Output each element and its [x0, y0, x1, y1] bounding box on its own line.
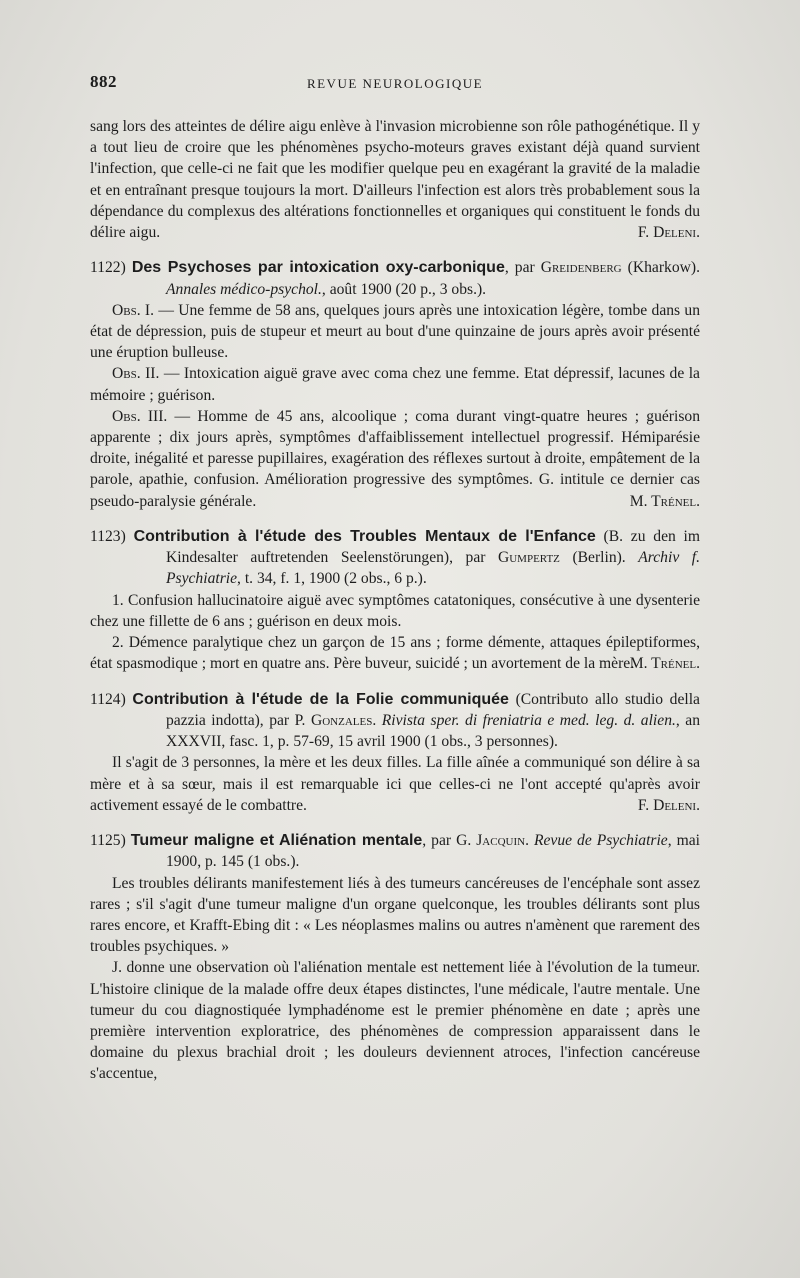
observation-text: — Homme de 45 ans, alcoolique ; coma durant vingt-quatre heures ; guérison apparente ; dix jours après, symptômes d'affaiblissement intellectuel progressif. Hémiparésie droite, inégalité et paresse pupillaires, exagération des réflexes surtout à droite, empâtement de la parole, apathie, confusion. Amélioration progressive des symptômes. G. intitule ce dernier cas pseudo-paralysie générale. [90, 407, 700, 510]
entry-author: Jacquin. [476, 832, 529, 850]
entry-paragraph: 2. Démence paralytique chez un garçon de 15 ans ; forme démente, attaques épileptiformes, état spasmodique ; mort en quatre ans. Père buveur, suicidé ; un avortement de la mère. [90, 634, 700, 673]
observation-label: Obs. II. [112, 365, 160, 383]
entry-title: Tumeur maligne et Aliénation mentale [130, 832, 423, 850]
journal-title: REVUE NEUROLOGIQUE [306, 76, 484, 91]
entry-paragraph: 1. Confusion hallucinatoire aiguë avec symptômes catatoniques, consécutive à une dysenterie chez une fillette de 6 ans ; guérison en deux mois. [90, 591, 700, 630]
reviewer-signature: F. Deleni. [637, 224, 700, 242]
abstract-entry-1123 [90, 526, 700, 675]
entry-paragraph: Il s'agit de 3 personnes, la mère et les deux filles. La fille aînée a communiqué son délire à sa mère et à sa sœur, mais il est remarquable ici que celles-ci ne l'ont accepté qu'après avoir activement essayé de le combattre. [90, 754, 700, 814]
observation-text: — Une femme de 58 ans, quelques jours après une intoxication légère, tombe dans un état de dépression, puis de stupeur et meurt au bout d'une quinzaine de jours après avoir présenté une éruption bulleuse. [90, 301, 700, 362]
entry-paragraph [90, 363, 700, 405]
intro-paragraph: sang lors des atteintes de délire aigu enlève à l'invasion microbienne son rôle pathogénétique. Il y a tout lieu de croire que les phénomènes psycho-moteurs graves existant déjà quand survient l'infection, que celle-ci ne fait que les modifier quelque peu en exagérant la gravité de la maladie et en entraînant presque toujours la mort. D'ailleurs l'infection est alors très probablement sous la dépendance du complexus des altérations fonctionnelles et organiques qui constituent le fonds du délire aigu. [90, 118, 700, 242]
observation-text: — Intoxication aiguë grave avec coma chez une femme. Etat dépressif, lacunes de la mémoire ; guérison. [90, 365, 700, 404]
entry-author: Greidenberg [540, 259, 622, 277]
entry-paragraph [90, 300, 700, 364]
page-text [90, 116, 700, 1085]
entry-affiliation: (Kharkow). [627, 259, 700, 277]
entry-citation: , t. 34, f. 1, 1900 (2 obs., 6 p.). [237, 570, 427, 588]
reviewer-signature: M. Trénel. [629, 655, 700, 673]
entry-journal: Annales médico-psychol. [166, 280, 322, 298]
entry-by: , par [504, 259, 535, 277]
entry-subtitle: (Contributo allo studio della pazzia indotta), par P. [166, 690, 700, 729]
abstract-entry-1125 [90, 830, 700, 1084]
entry-heading [90, 689, 700, 753]
entry-number: 1123) [90, 528, 126, 546]
entry-heading [90, 526, 700, 590]
entry-author: Gonzales. [310, 711, 377, 729]
entry-heading [90, 257, 700, 299]
entry-title: Contribution à l'étude des Troubles Mentaux de l'Enfance [133, 528, 596, 546]
entry-paragraph: Les troubles délirants manifestement liés à des tumeurs cancéreuses de l'encéphale sont assez rares ; s'il s'agit d'une tumeur maligne d'un organe quelconque, les troubles délirants sont plus rares encore, et Krafft-Ebing dit : « Les néoplasmes malins ou autres n'amènent que rarement des troubles psychiques. » [90, 874, 700, 956]
reviewer-signature: F. Deleni. [637, 796, 700, 814]
observation-label: Obs. I. [112, 301, 155, 319]
reviewer-signature: M. Trénel. [629, 492, 700, 510]
entry-citation: , an XXXVII, fasc. 1, p. 57-69, 15 avril 1900 (1 obs., 3 personnes). [166, 711, 701, 751]
entry-journal: Revue de Psychiatrie [533, 832, 668, 850]
entry-subtitle: , par G. [422, 832, 477, 850]
entry-number: 1124) [90, 690, 126, 708]
abstract-entry-1122 [90, 257, 700, 512]
entry-citation: , mai 1900, p. 145 (1 obs.). [166, 832, 700, 871]
entry-number: 1125) [90, 832, 126, 850]
page-number: 882 [90, 72, 117, 91]
entry-author: Gumpertz [497, 549, 560, 567]
abstract-entry-1124 [90, 689, 700, 816]
entry-heading [90, 830, 700, 872]
entry-journal: Rivista sper. di freniatria e med. leg. d. alien. [381, 711, 676, 729]
entry-citation: , août 1900 (20 p., 3 obs.). [321, 280, 487, 298]
entry-title: Des Psychoses par intoxication oxy-carbonique [131, 259, 505, 277]
entry-number: 1122) [90, 259, 126, 277]
entry-journal: Archiv f. Psychiatrie [166, 549, 700, 588]
observation-label: Obs. III. [112, 407, 168, 425]
entry-title: Contribution à l'étude de la Folie communiquée [132, 690, 509, 708]
running-head [90, 72, 700, 100]
entry-paragraph: J. donne une observation où l'aliénation mentale est nettement liée à l'évolution de la tumeur. L'histoire clinique de la malade offre deux étapes distinctes, l'une médicale, l'autre mentale. Une tumeur du cou diagnostiquée lymphadénome est le premier phénomène en date ; après une première intervention exploratrice, des phénomènes de compression apparaissent dans le domaine du plexus brachial droit ; les douleurs deviennent atroces, l'infection cancéreuse s'accentue, [90, 959, 700, 1083]
entry-subtitle: (B. zu den im Kindesalter auftretenden Seelenstörungen), par [166, 528, 701, 567]
entry-affiliation: (Berlin). [559, 549, 626, 567]
